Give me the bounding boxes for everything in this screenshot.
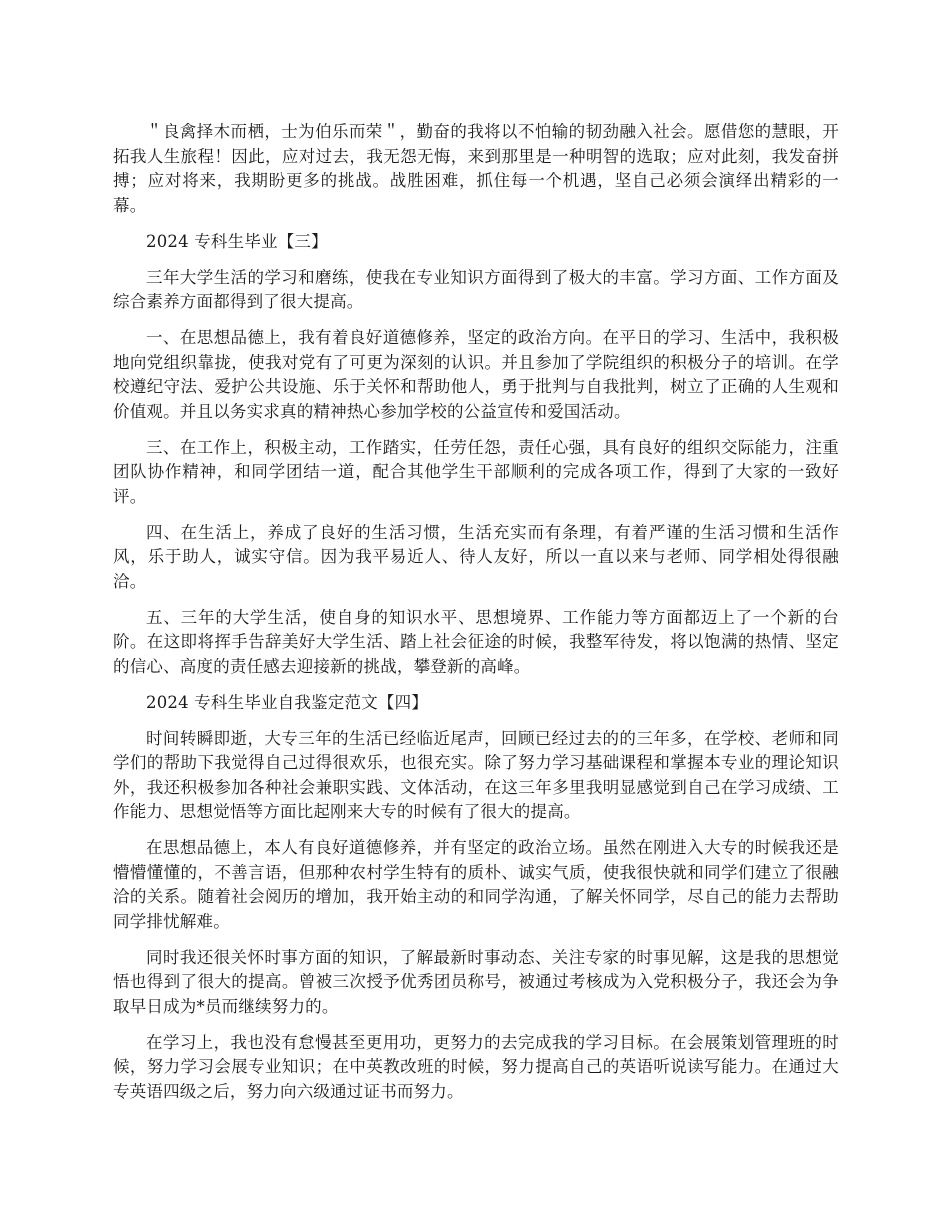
document-page	[113, 120, 839, 1116]
paragraph-work: 三、在工作上，积极主动，工作踏实，任劳任怨，责任心强，具有良好的组织交际能力，注重团队协作精神，和同学团结一道，配合其他学生干部顺利的完成各项工作，得到了大家的一致好评。	[113, 437, 839, 506]
paragraph-summary: 三年大学生活的学习和磨练，使我在专业知识方面得到了极大的丰富。学习方面、工作方面及综合素养方面都得到了很大提高。	[113, 267, 839, 311]
section-heading-four: 2024 专科生毕业自我鉴定范文【四】	[146, 692, 429, 712]
paragraph-time: 时间转瞬即逝，大专三年的生活已经临近尾声，回顾已经过去的的三年多，在学校、老师和同学们的帮助下我觉得自己过得很欢乐，也很充实。除了努力学习基础课程和掌握本专业的理论知识外，我还积极参加各种社会兼职实践、文体活动，在这三年多里我明显感觉到自己在学习成绩、工作能力、思想觉悟等方面比起刚来大专的时候有了很大的提高。	[113, 728, 839, 821]
paragraph-growth: 五、三年的大学生活，使自身的知识水平、思想境界、工作能力等方面都迈上了一个新的台阶。在这即将挥手告辞美好大学生活、踏上社会征途的时候，我整军待发，将以饱满的热情、坚定的信心、高度的责任感去迎接新的挑战，攀登新的高峰。	[113, 607, 839, 676]
paragraph-current-affairs: 同时我还很关怀时事方面的知识，了解最新时事动态、关注专家的时事见解，这是我的思想觉悟也得到了很大的提高。曾被三次授予优秀团员称号，被通过考核成为入党积极分子，我还会为争取早日成为*员而继续努力的。	[113, 947, 839, 1016]
paragraph-life: 四、在生活上，养成了良好的生活习惯，生活充实而有条理，有着严谨的生活习惯和生活作风，乐于助人，诚实守信。因为我平易近人、待人友好，所以一直以来与老师、同学相处得很融洽。	[113, 522, 839, 591]
section-heading-three: 2024 专科生毕业【三】	[146, 231, 328, 251]
paragraph-ideology: 一、在思想品德上，我有着良好道德修养，坚定的政治方向。在平日的学习、生活中，我积极地向党组织靠拢，使我对党有了可更为深刻的认识。并且参加了学院组织的积极分子的培训。在学校遵纪守法、爱护公共设施、乐于关怀和帮助他人，勇于批判与自我批判，树立了正确的人生观和价值观。并且以务实求真的精神热心参加学校的公益宣传和爱国活动。	[113, 328, 839, 421]
paragraph-intro: ＂良禽择木而栖，士为伯乐而荣＂，勤奋的我将以不怕输的韧劲融入社会。愿借您的慧眼，开拓我人生旅程！因此，应对过去，我无怨无悔，来到那里是一种明智的选取；应对此刻，我发奋拼搏；应对将来，我期盼更多的挑战。战胜困难，抓住每一个机遇，坚自己必须会演绎出精彩的一幕。	[113, 122, 839, 215]
paragraph-morality: 在思想品德上，本人有良好道德修养，并有坚定的政治立场。虽然在刚进入大专的时候我还是懵懵懂懂的，不善言语，但那种农村学生特有的质朴、诚实气质，使我很快就和同学们建立了很融洽的关系。随着社会阅历的增加，我开始主动的和同学沟通，了解关怀同学，尽自己的能力去帮助同学排忧解难。	[113, 838, 839, 931]
paragraph-study: 在学习上，我也没有怠慢甚至更用功，更努力的去完成我的学习目标。在会展策划管理班的时候，努力学习会展专业知识；在中英教改班的时候，努力提高自己的英语听说读写能力。在通过大专英语四级之后，努力向六级通过证书而努力。	[113, 1032, 839, 1101]
